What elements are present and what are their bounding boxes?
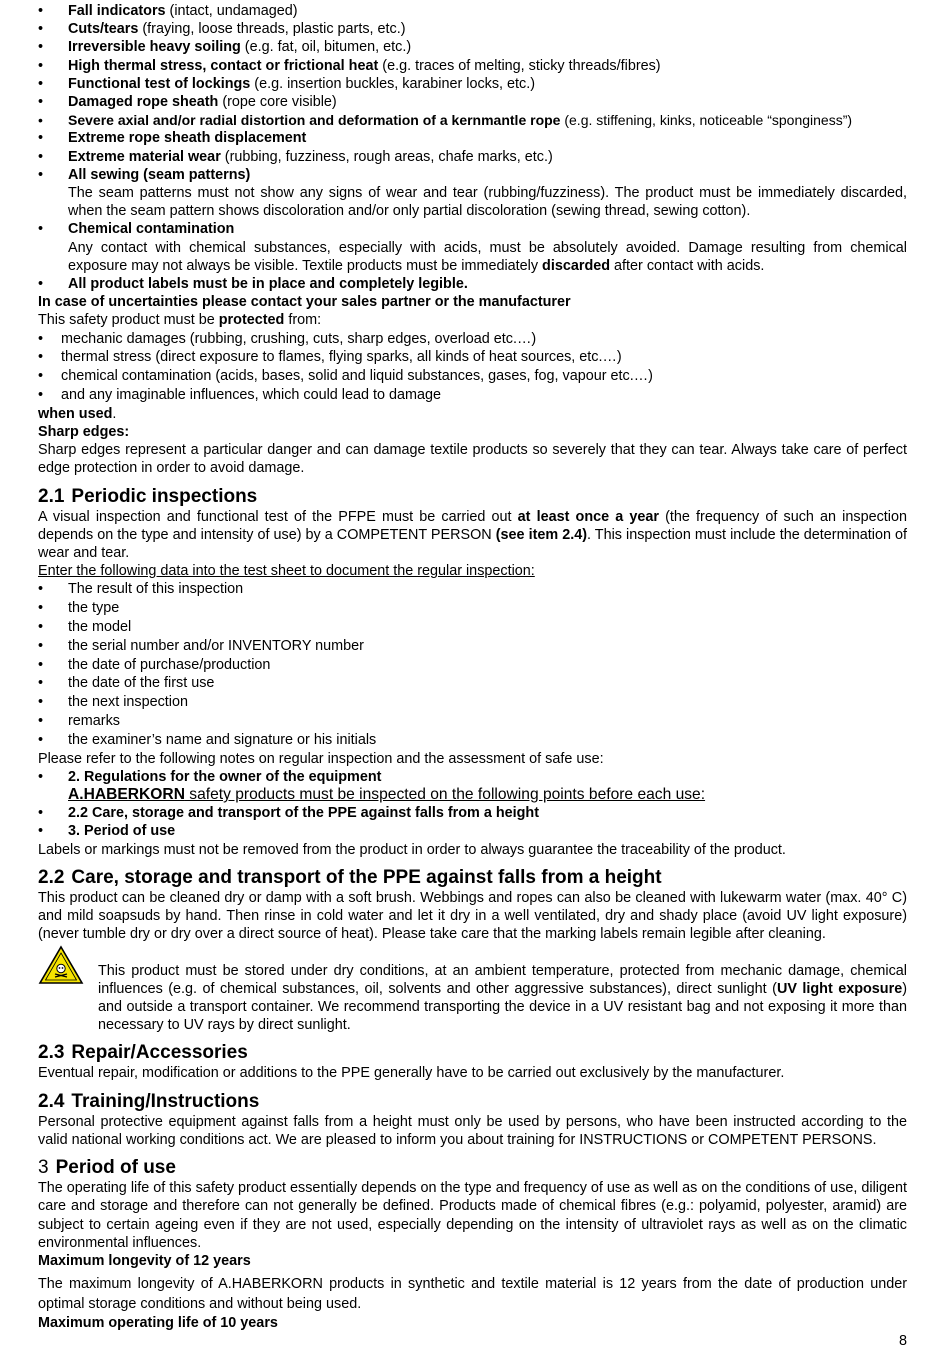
list-item: • the serial number and/or INVENTORY number (38, 637, 364, 654)
storage-text: This product must be stored under dry conditions, at an ambient temperature, protected from mechanic damage, chemical influences (e.g. of chemical substances, oil, solvents and other aggressive substances), direct sunlight (UV light exposure) and outside a transport container. We recommend transporting the device in a UV resistant bag and not exposing it more than necessary to UV rays by direct sunlight. (98, 962, 908, 1034)
inspection-data-list (38, 580, 907, 749)
document-page (38, 2, 907, 1332)
protect-list (38, 330, 907, 405)
item-term: Chemical contamination (68, 221, 235, 238)
list-item: • The result of this inspection (38, 581, 244, 598)
item-term: Irreversible heavy soiling (68, 39, 241, 56)
list-item: • the date of purchase/production (38, 656, 271, 673)
section-2-2-heading: 2.2 Care, storage and transport of the PPE against falls from a height (38, 866, 662, 888)
when-used: when used. (38, 405, 117, 422)
section-2-2-text: This product can be cleaned dry or damp with a soft brush. Webbings and ropes can also be cleaned with lukewarm water (max. 40° C) and mild soapsuds by hand. Then rinse in cold water and let it dry in a well ventilated, dry and shady place (avoid UV light exposure) (never tumble dry or dry over a direct source of heat). Please take care that the marking labels remain legible after cleaning. (38, 889, 907, 943)
item-detail: (rope core visible) (218, 94, 337, 111)
enter-data-note: Enter the following data into the test sheet to document the regular inspection: (38, 563, 535, 580)
section-3-heading: 3 Period of use (38, 1157, 176, 1179)
item-detail: (intact, undamaged) (165, 3, 298, 19)
list-item: • Extreme rope sheath displacement (38, 130, 307, 147)
list-item: • remarks (38, 713, 120, 730)
item-term: Extreme material wear (68, 148, 221, 165)
sharp-edges-text: Sharp edges represent a particular danger and can damage textile products so severely that they can tear. Always take care of perfect edge protection in order to avoid damage. (38, 442, 907, 477)
item-term: Cuts/tears (68, 21, 139, 38)
section-2-1-text: A visual inspection and functional test of the PFPE must be carried out at least once a year (the frequency of such an inspection depends on the type and intensity of use) by a COMPETENT PERSON (see item 2.4). This inspection must include the determination of wear and tear. (38, 508, 907, 562)
list-item: • the date of the first use (38, 675, 215, 692)
labels-note: Labels or markings must not be removed from the product in order to always guarantee the traceability of the product. (38, 841, 786, 858)
hazard-warning-icon (38, 945, 84, 985)
list-item: • thermal stress (direct exposure to flames, flying sparks, all kinds of heat sources, etc.…) (38, 349, 622, 366)
item-term: All product labels must be in place and completely legible. (68, 276, 468, 293)
list-item: • Functional test of lockings (e.g. insertion buckles, karabiner locks, etc.) (38, 75, 536, 92)
list-item: • 2. Regulations for the owner of the equipment A.HABERKORN safety products must be inspected on the following points before each use: (38, 768, 706, 804)
haberkorn-note: A.HABERKORN safety products must be inspected on the following points before each use: (68, 786, 706, 804)
list-item: • Fall indicators (intact, undamaged) (38, 3, 298, 19)
section-2-3-heading: 2.3 Repair/Accessories (38, 1042, 248, 1064)
list-item: • Irreversible heavy soiling (e.g. fat, oil, bitumen, etc.) (38, 39, 412, 56)
item-detail: (e.g. insertion buckles, karabiner locks, etc.) (250, 75, 536, 92)
protected-intro: This safety product must be protected from: (38, 312, 322, 329)
list-item: • Severe axial and/or radial distortion and deformation of a kernmantle rope (e.g. stiffening, kinks, noticeable “sponginess”) (38, 112, 853, 129)
item-detail: (rubbing, fuzziness, rough areas, chafe marks, etc.) (220, 148, 553, 165)
section-3-text: The operating life of this safety product essentially depends on the type and frequency of use as well as on the conditions of use, diligent care and storage and therefore can not generally be defined. Products made of chemical fibres (e.g.: polyamid, polyester, aramid) are subject to certain ageing even if they are not used, especially depending on the intensity of ultraviolet rays as well as on the climatic environmental influences. (38, 1180, 907, 1251)
list-item: • All product labels must be in place and completely legible. (38, 276, 468, 293)
section-2-4-heading: 2.4 Training/Instructions (38, 1090, 260, 1112)
list-item: • Damaged rope sheath (rope core visible) (38, 94, 337, 111)
list-item: • the examiner’s name and signature or his initials (38, 731, 377, 748)
max-longevity-text: The maximum longevity of A.HABERKORN products in synthetic and textile material is 12 years from the date of production under optimal storage conditions and without being used. (38, 1276, 907, 1313)
section-2-4-text: Personal protective equipment against falls from a height must only be used by persons, who have been instructed according to the valid national working conditions act. We are pleased to inform you about training for INSTRUCTIONS or COMPETENT PERSONS. (38, 1113, 907, 1148)
item-detail: (e.g. stiffening, kinks, noticeable “sponginess”) (560, 112, 853, 129)
list-item: • Extreme material wear (rubbing, fuzziness, rough areas, chafe marks, etc.) (38, 148, 553, 165)
sharp-edges-title: Sharp edges: (38, 424, 130, 441)
sewing-text: The seam patterns must not show any signs of wear and tear (rubbing/fuzziness). The product must be immediately discarded, when the seam pattern shows discoloration and/or only partial discoloration (sewing thread, sewing cotton). (68, 185, 907, 220)
storage-note (38, 943, 907, 1034)
list-item: • chemical contamination (acids, bases, solid and liquid substances, gases, fog, vapour etc.…) (38, 368, 653, 385)
list-item: • and any imaginable influences, which could lead to damage (38, 387, 442, 404)
item-term: Damaged rope sheath (68, 94, 219, 111)
refer-note: Please refer to the following notes on regular inspection and the assessment of safe use: (38, 750, 604, 767)
list-item: • the model (38, 619, 132, 636)
item-term: High thermal stress, contact or frictional heat (68, 57, 379, 74)
list-item: • 2.2 Care, storage and transport of the PPE against falls from a height (38, 805, 539, 822)
list-item: • mechanic damages (rubbing, crushing, cuts, sharp edges, overload etc.…) (38, 330, 537, 347)
list-item-sewing: • All sewing (seam patterns) The seam patterns must not show any signs of wear and tear (rubbing/fuzziness). The product must be immediately discarded, when the seam pattern shows discoloration and/or only partial discoloration (sewing thread, sewing cotton). (38, 166, 907, 220)
list-item-chemical: • Chemical contamination Any contact with chemical substances, especially with acids, must be absolutely avoided. Damage resulting from chemical exposure may not always be visible. Textile products must be immediately discarded after contact with acids. (38, 221, 907, 274)
reference-list (38, 768, 907, 841)
chemical-text: Any contact with chemical substances, especially with acids, must be absolutely avoided. Damage resulting from chemical exposure may not always be visible. Textile products must be immediately discarded after contact with acids. (68, 239, 907, 274)
uncertainties-note: In case of uncertainties please contact your sales partner or the manufacturer (38, 294, 571, 311)
list-item: • 3. Period of use (38, 823, 176, 840)
item-detail: (e.g. fat, oil, bitumen, etc.) (240, 39, 412, 56)
section-2-1-heading: 2.1 Periodic inspections (38, 485, 258, 507)
list-item: • the next inspection (38, 694, 189, 711)
page-number: 8 (898, 1333, 907, 1349)
item-term: All sewing (seam patterns) (68, 166, 251, 183)
max-operating-title: Maximum operating life of 10 years (38, 1315, 278, 1332)
max-longevity-title: Maximum longevity of 12 years (38, 1252, 251, 1269)
list-item: • High thermal stress, contact or frictional heat (e.g. traces of melting, sticky threads/fibres) (38, 57, 661, 74)
item-detail: (e.g. traces of melting, sticky threads/fibres) (378, 57, 661, 74)
section-2-3-text: Eventual repair, modification or additions to the PPE generally have to be carried out exclusively by the manufacturer. (38, 1065, 785, 1082)
list-item: • Cuts/tears (fraying, loose threads, plastic parts, etc.) (38, 21, 406, 38)
list-item: • the type (38, 600, 120, 617)
item-term: Severe axial and/or radial distortion and deformation of a kernmantle rope (68, 112, 561, 129)
inspection-checklist (38, 2, 907, 293)
item-term: Extreme rope sheath displacement (68, 130, 307, 147)
item-detail: (fraying, loose threads, plastic parts, etc.) (138, 21, 406, 38)
item-term: Functional test of lockings (68, 75, 251, 92)
item-term: Fall indicators (68, 3, 166, 19)
